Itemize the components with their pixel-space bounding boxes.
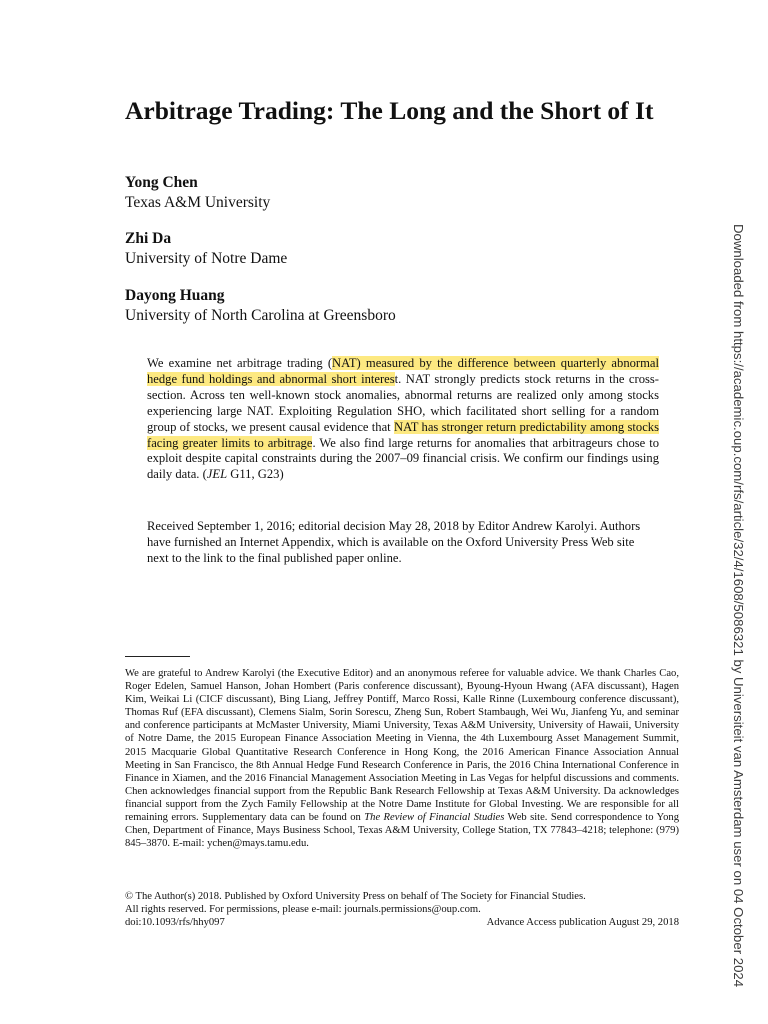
abstract-text: We examine net arbitrage trading (	[147, 356, 333, 370]
author-name: Yong Chen	[125, 174, 198, 191]
copyright-line: All rights reserved. For permissions, please e-mail: journals.permissions@oup.com.	[125, 904, 481, 916]
acknowledgments-footnote	[125, 667, 679, 850]
author-block	[125, 173, 685, 213]
abstract-text: t. NAT strongly predicts stock returns in the cross-section. Across ten well-known stock anomalies, abnormal returns are realized only among stocks experiencing large NAT. Exploiting Regulation SHO, which facilitated short selling for a random group of stocks, we present causal evidence that	[147, 371, 659, 434]
author-name: Dayong Huang	[125, 287, 225, 304]
author-affiliation: Texas A&M University	[125, 194, 271, 211]
copyright-line: © The Author(s) 2018. Published by Oxford University Press on behalf of The Society for Financial Studies.	[125, 891, 586, 902]
abstract	[147, 356, 659, 483]
author-name: Zhi Da	[125, 230, 172, 247]
abstract-text: . We also find large returns for anomalies that arbitrageurs chose to exploit despite capital constraints during the 2007–09 financial crisis. We confirm our findings using daily data. (	[147, 435, 659, 482]
page-title: Arbitrage Trading: The Long and the Short of It	[125, 96, 654, 125]
copyright-notice	[125, 890, 679, 916]
doi: doi:10.1093/rfs/hhy097	[125, 917, 225, 928]
highlighted-text: NAT) measured by the difference between quarterly abnormal hedge fund holdings and abnormal short interes	[147, 356, 659, 386]
author-block	[125, 229, 685, 269]
author-block	[125, 286, 685, 326]
highlighted-text: NAT has stronger return predictability among stocks facing greater limits to arbitrage	[147, 419, 659, 450]
received-note: Received September 1, 2016; editorial decision May 28, 2018 by Editor Andrew Karolyi. Authors have furnished an Internet Appendix, which is available on the Oxford University Press Web site next to the link to the final published paper online.	[147, 519, 641, 565]
jel-label: JEL	[206, 467, 228, 482]
footnote-text: We are grateful to Andrew Karolyi (the Executive Editor) and an anonymous referee for valuable advice. We thank Charles Cao, Roger Edelen, Samuel Hanson, Johan Hombert (Paris conference discussant), Byoung-Hyoun Hwang (AFA discussant), Hagen Kim, Weikai Li (CICF discussant), Bing Liang, Jeffrey Pontiff, Marco Rossi, Kalle Rinne (Luxembourg conference discussant), Thomas Ruf (EFA discussant), Clemens Sialm, Sorin Sorescu, Zheng Sun, Robert Stambaugh, Wei Wu, Jianfeng Yu, and seminar and conference participants at McMaster University, Miami University, Texas A&M University, University of Hawaii, University of Notre Dame, the 2015 European Finance Association Meeting in Vienna, the 4th Luxembourg Asset Management Summit, 2015 Macquarie Global Quantitative Research Conference in Hong Kong, the 2016 American Finance Association Annual Meeting in San Francisco, the 8th Annual Hedge Fund Research Conference in Paris, the 2016 China International Conference in Finance in Xiamen, and the 2016 Financial Management Association Meeting in Las Vegas for helpful discussions and comments. Chen acknowledges financial support from the Republic Bank Research Fellowship at Texas A&M University. Da acknowledges financial support from the Zych Family Fellowship at the Notre Dame Institute for Global Investing. We are responsible for all remaining errors. Supplementary data can be found on	[125, 668, 679, 824]
journal-name: The Review of Financial Studies	[364, 812, 505, 824]
doi-row	[125, 916, 679, 929]
author-affiliation: University of North Carolina at Greensboro	[125, 307, 396, 324]
footnote-divider	[125, 656, 190, 657]
advance-access-date: Advance Access publication August 29, 2018	[486, 917, 679, 928]
author-affiliation: University of Notre Dame	[125, 250, 288, 267]
footnote-text: Web site. Send correspondence to Yong Chen, Department of Finance, Mays Business School, Texas A&M University, College Station, TX 77843–4218; telephone: (979) 845–3870. E-mail: ychen@mays.tamu.edu.	[125, 812, 680, 850]
download-watermark: Downloaded from https://academic.oup.com/rfs/article/32/4/1608/5086321 by Universiteit van Amsterdam user on 04 October 2024	[731, 224, 746, 988]
jel-codes: G11, G23)	[227, 467, 284, 482]
